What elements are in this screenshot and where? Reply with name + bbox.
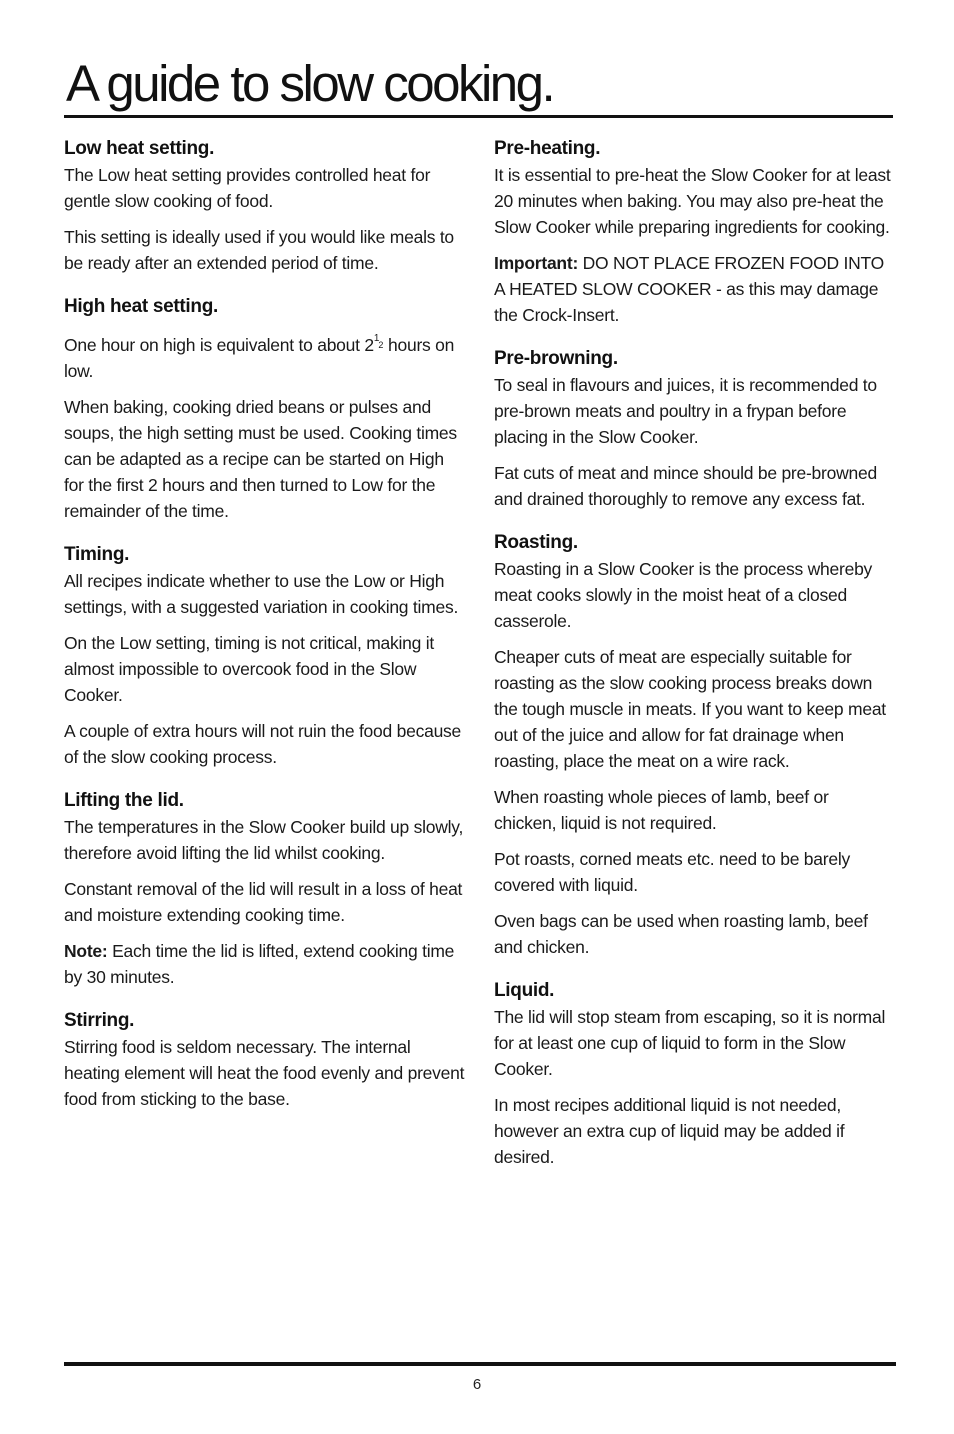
paragraph: Oven bags can be used when roasting lamb, beef and chicken. — [494, 911, 868, 957]
paragraph — [64, 326, 466, 384]
fraction-denominator: 2 — [378, 340, 384, 350]
important-paragraph — [494, 250, 894, 328]
section-lifting-the-lid — [64, 788, 466, 990]
paragraph: This setting is ideally used if you would like meals to be ready after an extended period of time. — [64, 227, 454, 273]
note-label: Note: — [64, 941, 108, 961]
paragraph: Stirring food is seldom necessary. The internal heating element will heat the food evenly and prevent food from sticking to the base. — [64, 1037, 465, 1109]
section-pre-browning — [494, 346, 894, 512]
paragraph: Fat cuts of meat and mince should be pre-browned and drained thoroughly to remove any excess fat. — [494, 463, 877, 509]
left-column — [64, 136, 466, 1130]
title-divider — [64, 115, 893, 118]
section-heading: Pre-browning. — [494, 348, 618, 369]
section-heading: Pre-heating. — [494, 138, 601, 159]
important-label: Important: — [494, 253, 579, 273]
right-column — [494, 136, 894, 1188]
section-liquid — [494, 978, 894, 1170]
paragraph: Roasting in a Slow Cooker is the process whereby meat cooks slowly in the moist heat of a closed casserole. — [494, 559, 873, 631]
fraction-numerator: 1 — [373, 333, 380, 344]
paragraph: On the Low setting, timing is not critical, making it almost impossible to overcook food in the Slow Cooker. — [64, 633, 434, 705]
section-heading: Lifting the lid. — [64, 790, 184, 811]
note-paragraph — [64, 938, 466, 990]
text-run: One hour on high is equivalent to about 2 — [64, 335, 374, 355]
paragraph: The lid will stop steam from escaping, so it is normal for at least one cup of liquid to form in the Slow Cooker. — [494, 1007, 886, 1079]
paragraph: Constant removal of the lid will result in a loss of heat and moisture extending cooking time. — [64, 879, 463, 925]
paragraph: In most recipes additional liquid is not needed, however an extra cup of liquid may be added if desired. — [494, 1095, 845, 1167]
paragraph: When baking, cooking dried beans or pulses and soups, the high setting must be used. Cooking times can be adapted as a recipe can be started on High for the first 2 hours and then turned to Low for the remainder of the time. — [64, 397, 457, 521]
important-text: DO NOT PLACE FROZEN FOOD INTO A HEATED SLOW COOKER - as this may damage the Crock-Insert. — [494, 253, 884, 325]
text-run: hours on low. — [64, 335, 455, 381]
note-text: Each time the lid is lifted, extend cooking time by 30 minutes. — [64, 941, 455, 987]
paragraph: The Low heat setting provides controlled heat for gentle slow cooking of food. — [64, 165, 431, 211]
section-heading: Timing. — [64, 544, 130, 565]
paragraph: Cheaper cuts of meat are especially suitable for roasting as the slow cooking process breaks down the tough muscle in meats. If you want to keep meat out of the juice and allow for fat drainage when roasting, place the meat on a wire rack. — [494, 647, 886, 771]
section-heading: High heat setting. — [64, 296, 218, 317]
section-high-heat-setting — [64, 294, 466, 524]
section-heading: Stirring. — [64, 1010, 135, 1031]
paragraph: Pot roasts, corned meats etc. need to be barely covered with liquid. — [494, 849, 850, 895]
section-low-heat-setting — [64, 136, 466, 276]
section-pre-heating — [494, 136, 894, 328]
paragraph: The temperatures in the Slow Cooker build up slowly, therefore avoid lifting the lid whilst cooking. — [64, 817, 464, 863]
section-stirring — [64, 1008, 466, 1112]
section-heading: Low heat setting. — [64, 138, 215, 159]
paragraph: All recipes indicate whether to use the Low or High settings, with a suggested variation in cooking times. — [64, 571, 459, 617]
section-heading: Roasting. — [494, 532, 578, 553]
footer-divider — [64, 1362, 896, 1366]
page-title: A guide to slow cooking. — [66, 55, 554, 112]
section-timing — [64, 542, 466, 770]
paragraph: It is essential to pre-heat the Slow Cooker for at least 20 minutes when baking. You may also pre-heat the Slow Cooker while preparing ingredients for cooking. — [494, 165, 891, 237]
section-heading: Liquid. — [494, 980, 555, 1001]
paragraph: To seal in flavours and juices, it is recommended to pre-brown meats and poultry in a frypan before placing in the Slow Cooker. — [494, 375, 877, 447]
paragraph: When roasting whole pieces of lamb, beef or chicken, liquid is not required. — [494, 787, 829, 833]
page-number: 6 — [472, 1376, 482, 1393]
section-roasting — [494, 530, 894, 960]
paragraph: A couple of extra hours will not ruin the food because of the slow cooking process. — [64, 721, 462, 767]
